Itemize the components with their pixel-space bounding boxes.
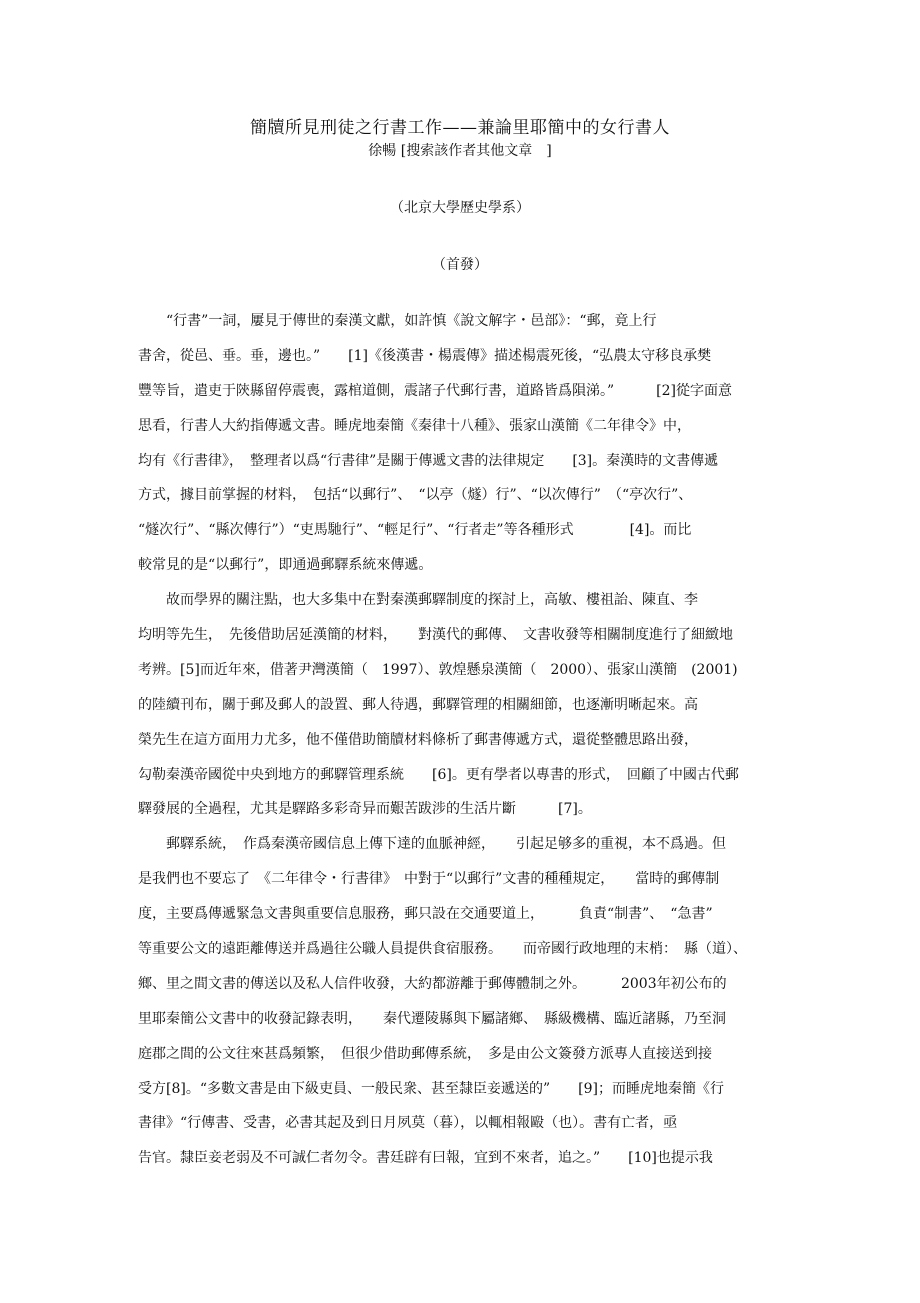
- body-line: 豐等旨，遣吏于陝縣留停震喪，露棺道側，震諸子代郵行書，道路皆爲隕涕。” [2]從字面意: [138, 382, 732, 399]
- body-line: 方式，據目前掌握的材料， 包括“以郵行”、 “以亭（燧）行”、“以次傳行” （“亭次行”、: [138, 487, 693, 504]
- body-line: 書律》“行傳書、受書，必書其起及到日月夙莫（暮），以輒相報毆（也）。書有亡者，亟: [138, 1115, 678, 1132]
- first-publication-note: （首發）: [432, 257, 488, 273]
- author-name: 徐暢: [368, 143, 397, 159]
- body-line: 受方[8]。“多數文書是由下級吏員、一般民衆、甚至隸臣妾遞送的” [9]；而睡虎地秦簡《行: [138, 1080, 724, 1097]
- body-line: 較常見的是“以郵行”，即通過郵驛系統來傳遞。: [138, 557, 433, 574]
- body-line: 均有《行書律》， 整理者以爲“行書律”是關于傳遞文書的法律規定 [3]。秦漢時的文書傳遞: [138, 452, 719, 469]
- body-line: 書舍，從邑、垂。垂，邊也。” [1]《後漢書・楊震傳》描述楊震死後，“弘農太守移良承樊: [138, 347, 712, 364]
- body-line: “行書”一詞，屢見于傳世的秦漢文獻，如許慎《說文解字・邑部》：“郵，竟上行: [138, 313, 657, 329]
- body-line: 鄉、里之間文書的傳送以及私人信件收發，大約都游離于郵傳體制之外。 2003年初公布的: [138, 975, 727, 992]
- affiliation: （北京大學歷史學系）: [390, 200, 530, 216]
- body-line: 庭郡之間的公文往來甚爲頻繁， 但很少借助郵傳系統， 多是由公文簽發方派專人直接送到接: [138, 1045, 712, 1062]
- body-line: 榮先生在這方面用力尤多，他不僅借助簡牘材料條析了郵書傳遞方式，還從整體思路出發，: [138, 731, 698, 748]
- body-line: 考辨。[5]而近年來，借著尹灣漢簡（ 1997）、敦煌懸泉漢簡（ 2000）、張家山漢簡 (2001): [138, 661, 738, 678]
- body-line: 驛發展的全過程，尤其是驛路多彩奇异而艱苦跋涉的生活片斷 [7]。: [138, 801, 592, 818]
- body-line: 里耶秦簡公文書中的收發記錄表明， 秦代遷陵縣與下屬諸鄉、 縣級機構、臨近諸縣，乃至洞: [138, 1010, 726, 1027]
- body-line: “燧次行”、“縣次傳行”）“吏馬馳行”、“輕足行”、“行者走”等各種形式 [4]。而比: [138, 522, 692, 539]
- body-line: 告官。隸臣妾老弱及不可誠仁者勿令。書廷辟有曰報，宜到不來者，追之。” [10]也提示我: [138, 1150, 713, 1167]
- body-line: 故而學界的關注點，也大多集中在對秦漢郵驛制度的探討上，高敏、樓祖詒、陳直、李: [138, 592, 698, 609]
- body-line: 等重要公文的遠距離傳送并爲過往公職人員提供食宿服務。 而帝國行政地理的末梢： 縣（道）、: [138, 941, 747, 958]
- body-line: 度，主要爲傳遞緊急文書與重要信息服務，郵只設在交通要道上， 負責“制書”、 “急書”: [138, 906, 713, 923]
- article-title: 簡牘所見刑徒之行書工作——兼論里耶簡中的女行書人: [250, 118, 670, 138]
- author-line: [0, 140, 920, 160]
- body-line: 勾勒秦漢帝國從中央到地方的郵驛管理系統 [6]。更有學者以專書的形式， 回顧了中國古代郵: [138, 766, 739, 783]
- body-line: 郵驛系統， 作爲秦漢帝國信息上傳下達的血脈神經， 引起足够多的重視，本不爲過。但: [138, 836, 726, 853]
- body-line: 均明等先生， 先後借助居延漢簡的材料， 對漢代的郵傳、 文書收發等相關制度進行了細緻地: [138, 627, 733, 644]
- article-body: [138, 304, 788, 1176]
- body-line: 的陸續刊布，關于郵及郵人的設置、郵人待遇，郵驛管理的相關細節，也逐漸明晰起來。高: [138, 696, 698, 713]
- search-author-link[interactable]: [搜索該作者其他文章 ]: [400, 143, 552, 159]
- body-line: 思看，行書人大約指傳遞文書。睡虎地秦簡《秦律十八種》、張家山漢簡《二年律令》中，: [138, 417, 691, 434]
- body-line: 是我們也不要忘了 《二年律令・行書律》 中對于“以郵行”文書的種種規定， 當時的郵傳制: [138, 871, 720, 888]
